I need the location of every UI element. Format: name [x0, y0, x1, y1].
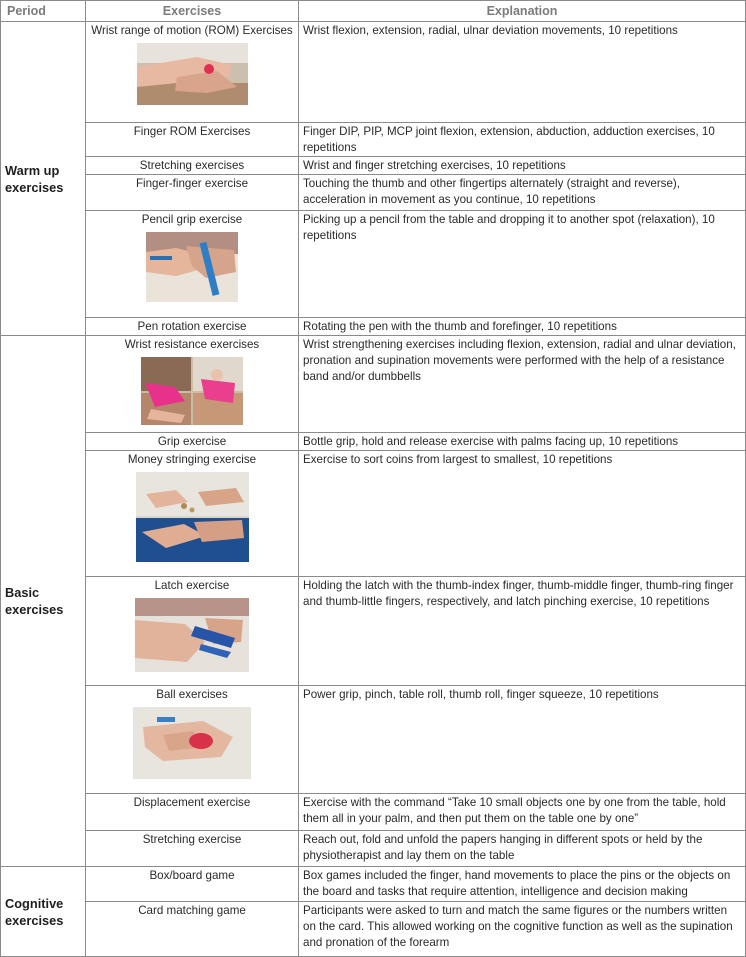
exercise-name: Latch exercise	[154, 579, 230, 592]
explanation-cell: Holding the latch with the thumb-index finger, thumb-middle finger, thumb-ring finger and thumb-little fingers, respectively, and latch pinching exercise, 10 repetitions	[299, 577, 746, 686]
exercise-cell	[86, 577, 299, 686]
exercise-cell: Grip exercise	[86, 433, 299, 451]
explanation-cell: Reach out, fold and unfold the papers hanging in different spots or held by the physiotherapist and lay them on the table	[299, 831, 746, 867]
table-row	[1, 451, 746, 577]
header-exercises: Exercises	[86, 1, 299, 22]
exercise-cell	[86, 686, 299, 794]
explanation-cell: Finger DIP, PIP, MCP joint flexion, extension, abduction, adduction exercises, 10 repetitions	[299, 123, 746, 157]
exercise-cell	[86, 22, 299, 123]
explanation-cell: Bottle grip, hold and release exercise with palms facing up, 10 repetitions	[299, 433, 746, 451]
pencil-grip-photo	[146, 232, 238, 302]
period-warm-up: Warm up exercises	[1, 22, 86, 336]
money-stringing-photo	[136, 472, 249, 562]
exercise-cell: Card matching game	[86, 902, 299, 957]
period-basic: Basic exercises	[1, 336, 86, 867]
period-cognitive: Cognitive exercises	[1, 867, 86, 957]
exercise-name: Money stringing exercise	[127, 453, 257, 466]
exercise-cell: Finger ROM Exercises	[86, 123, 299, 157]
explanation-cell: Rotating the pen with the thumb and forefinger, 10 repetitions	[299, 318, 746, 336]
explanation-cell: Picking up a pencil from the table and dropping it to another spot (relaxation), 10 repetitions	[299, 211, 746, 318]
explanation-cell: Exercise to sort coins from largest to smallest, 10 repetitions	[299, 451, 746, 577]
explanation-cell: Wrist and finger stretching exercises, 10 repetitions	[299, 157, 746, 175]
exercise-name: Ball exercises	[156, 688, 228, 701]
table-row	[1, 867, 746, 902]
exercise-cell	[86, 336, 299, 433]
exercise-cell: Displacement exercise	[86, 794, 299, 831]
exercise-cell: Stretching exercise	[86, 831, 299, 867]
exercise-name: Pencil grip exercise	[141, 213, 243, 226]
exercise-name: Wrist resistance exercises	[124, 338, 260, 351]
explanation-cell: Touching the thumb and other fingertips alternately (straight and reverse), acceleration in movement as you continue, 10 repetitions	[299, 175, 746, 211]
table-row	[1, 211, 746, 318]
explanation-cell: Wrist flexion, extension, radial, ulnar deviation movements, 10 repetitions	[299, 22, 746, 123]
header-explanation: Explanation	[299, 1, 746, 22]
table-row	[1, 902, 746, 957]
exercise-cell: Pen rotation exercise	[86, 318, 299, 336]
table-row	[1, 686, 746, 794]
table-row	[1, 831, 746, 867]
exercise-cell: Stretching exercises	[86, 157, 299, 175]
table-row	[1, 175, 746, 211]
table-row	[1, 157, 746, 175]
table-row	[1, 318, 746, 336]
explanation-cell: Power grip, pinch, table roll, thumb roll, finger squeeze, 10 repetitions	[299, 686, 746, 794]
latch-photo	[135, 598, 249, 672]
table-header-row	[1, 1, 746, 22]
explanation-cell: Participants were asked to turn and match the same figures or the numbers written on the card. This allowed working on the cognitive function as well as the supination and pronation of the forearm	[299, 902, 746, 957]
table-row	[1, 433, 746, 451]
exercise-cell	[86, 451, 299, 577]
header-period: Period	[1, 1, 86, 22]
explanation-cell: Box games included the finger, hand movements to place the pins or the objects on the board and tasks that require attention, intelligence and decision making	[299, 867, 746, 902]
exercise-name: Wrist range of motion (ROM) Exercises	[91, 24, 293, 37]
explanation-cell: Exercise with the command “Take 10 small objects one by one from the table, hold them all in your palm, and then put them on the table one by one”	[299, 794, 746, 831]
table-row	[1, 577, 746, 686]
wrist-rom-photo	[137, 43, 248, 105]
table-row	[1, 794, 746, 831]
exercise-cell: Finger-finger exercise	[86, 175, 299, 211]
table-row	[1, 336, 746, 433]
wrist-resistance-photo	[141, 357, 243, 425]
exercise-cell: Box/board game	[86, 867, 299, 902]
table-row	[1, 22, 746, 123]
exercise-cell	[86, 211, 299, 318]
ball-photo	[133, 707, 251, 779]
explanation-cell: Wrist strengthening exercises including flexion, extension, radial and ulnar deviation, pronation and supination movements were performed with the help of a resistance band and/or dumbbells	[299, 336, 746, 433]
table-row	[1, 123, 746, 157]
